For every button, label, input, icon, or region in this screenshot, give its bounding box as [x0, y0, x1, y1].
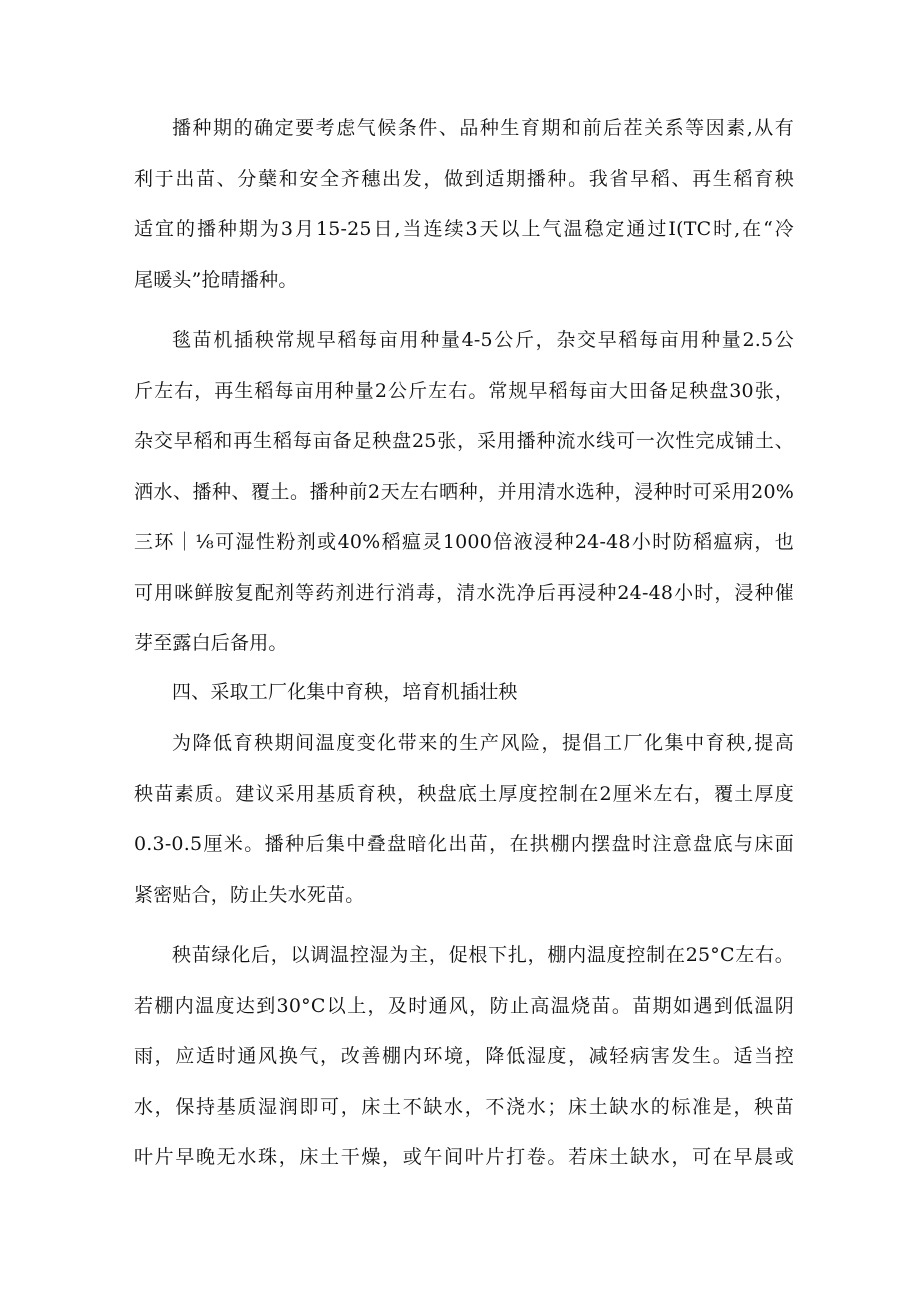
text-line: 利于出苗、分蘖和安全齐穗出发，做到适期播种。我省早稻、再生稻育秧 [134, 167, 794, 190]
text-line: 叶片早晚无水珠，床土干燥，或午间叶片打卷。若床土缺水，可在早晨或 [134, 1146, 794, 1168]
text-line: 播种期的确定要考虑气候条件、品种生育期和前后茬关系等因素,从有 [172, 117, 794, 139]
paragraph-sowing-period [134, 103, 794, 305]
text-line: 尾暖头”抢晴播种。 [134, 268, 298, 291]
text-line: 杂交早稻和再生稻每亩备足秧盘25张，采用播种流水线可一次性完成铺土、 [134, 430, 794, 452]
text-line: 洒水、播种、覆土。播种前2天左右晒种，并用清水选种，浸种时可采用20% [134, 480, 794, 503]
text-line: 秧苗素质。建议采用基质育秧，秧盘底土厚度控制在2厘米左右，覆土厚度 [134, 782, 794, 805]
text-line: 适宜的播种期为3月15-25日,当连续3天以上气温稳定通过I(TC时,在“冷 [134, 218, 794, 240]
paragraph-factory-nursery [134, 718, 794, 920]
text-line: 水，保持基质湿润即可，床土不缺水，不浇水；床土缺水的标准是，秧苗 [134, 1095, 794, 1118]
text-line: 0.3-0.5厘米。播种后集中叠盘暗化出苗，在拱棚内摆盘时注意盘底与床面 [134, 833, 794, 855]
text-line: 雨，应适时通风换气，改善棚内环境，降低湿度，减轻病害发生。适当控 [134, 1045, 794, 1067]
paragraph-seedling-care [134, 930, 794, 1183]
text-line: 毯苗机插秧常规早稻每亩用种量4-5公斤，杂交早稻每亩用种量2.5公 [172, 329, 794, 351]
section-heading-4 [134, 667, 794, 718]
text-line: 秧苗绿化后，以调温控湿为主，促根下扎，棚内温度控制在25°C左右。 [172, 944, 794, 966]
text-line: 为降低育秧期间温度变化带来的生产风险，提倡工厂化集中育秧,提高 [172, 732, 794, 754]
text-line: 斤左右，再生稻每亩用种量2公斤左右。常规早稻每亩大田备足秧盘30张， [134, 379, 794, 402]
text-line: 芽至露白后备用。 [134, 632, 288, 654]
section-heading-text: 四、采取工厂化集中育秧，培育机插壮秧 [172, 681, 518, 703]
paragraph-seed-amount [134, 315, 794, 669]
text-line: 若棚内温度达到30°C以上，及时通风，防止高温烧苗。苗期如遇到低温阴 [134, 994, 794, 1017]
text-line: 可用咪鲜胺复配剂等药剂进行消毒，清水洗净后再浸种24-48小时，浸种催 [134, 581, 794, 604]
text-line: 三环｜⅛可湿性粉剂或40%稻瘟灵1000倍液浸种24-48小时防稻瘟病，也 [134, 531, 794, 553]
text-line: 紧密贴合，防止失水死苗。 [134, 883, 365, 906]
